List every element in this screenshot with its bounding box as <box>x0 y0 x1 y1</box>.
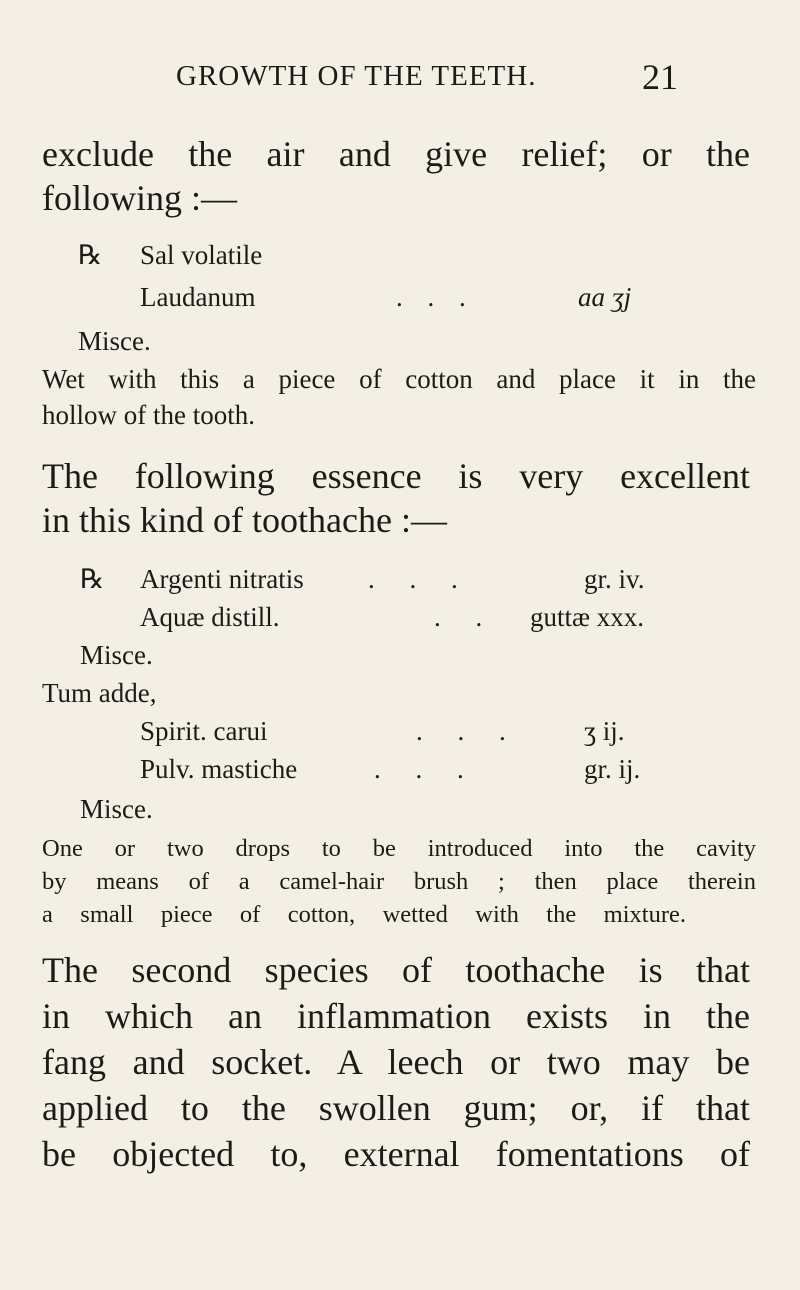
ingredient-name: Sal volatile <box>140 240 263 270</box>
paragraph-line: hollow of the tooth. <box>42 400 255 430</box>
paragraph-line: a small piece of cotton, wetted with the mixture. <box>42 901 686 928</box>
paragraph-line: exclude the air and give relief; or the <box>42 134 750 174</box>
ingredient-name: Aquæ distill. <box>140 602 280 632</box>
running-title: GROWTH OF THE TEETH. <box>176 60 537 92</box>
ingredient-amount: gr. ij. <box>584 754 641 784</box>
ingredient-amount: gr. iv. <box>584 564 645 594</box>
misce-label: Misce. <box>80 640 153 670</box>
paragraph-line: by means of a camel-hair brush ; then place therein <box>42 868 756 895</box>
page-header <box>0 57 800 100</box>
paragraph-line: The second species of toothache is that <box>42 950 750 990</box>
paragraph-line: be objected to, external fomentations of <box>42 1134 750 1174</box>
ingredient-name: Spirit. carui <box>140 716 268 746</box>
ingredient-name: Pulv. mastiche <box>140 754 298 784</box>
ingredient-amount: guttæ xxx. <box>530 602 645 632</box>
paragraph-line: Wet with this a piece of cotton and place it in the <box>42 364 756 394</box>
recipe-symbol: ℞ <box>80 564 105 594</box>
paragraph-line: applied to the swollen gum; or, if that <box>42 1088 750 1128</box>
ingredient-name: Laudanum <box>140 282 256 312</box>
page-number: 21 <box>642 57 678 97</box>
ingredient-amount: aa ʒj <box>578 282 632 312</box>
ingredient-amount: ʒ ij. <box>584 716 625 746</box>
paragraph-line: following :— <box>42 178 237 218</box>
leader-dots: . . . <box>416 716 506 746</box>
instruction-label: Tum adde, <box>42 678 157 708</box>
misce-label: Misce. <box>78 326 151 356</box>
recipe-symbol: ℞ <box>78 240 103 270</box>
paragraph-line: in this kind of toothache :— <box>42 500 447 540</box>
paragraph-line: fang and socket. A leech or two may be <box>42 1042 750 1082</box>
leader-dots: . . . <box>396 282 466 312</box>
leader-dots: . . <box>434 602 483 632</box>
leader-dots: . . . <box>368 564 458 594</box>
ingredient-name: Argenti nitratis <box>140 564 304 594</box>
paragraph-line: The following essence is very excellent <box>42 456 750 496</box>
leader-dots: . . . <box>374 754 464 784</box>
misce-label: Misce. <box>80 794 153 824</box>
paragraph-line: in which an inflammation exists in the <box>42 996 750 1036</box>
paragraph-line: One or two drops to be introduced into the cavity <box>42 835 756 862</box>
